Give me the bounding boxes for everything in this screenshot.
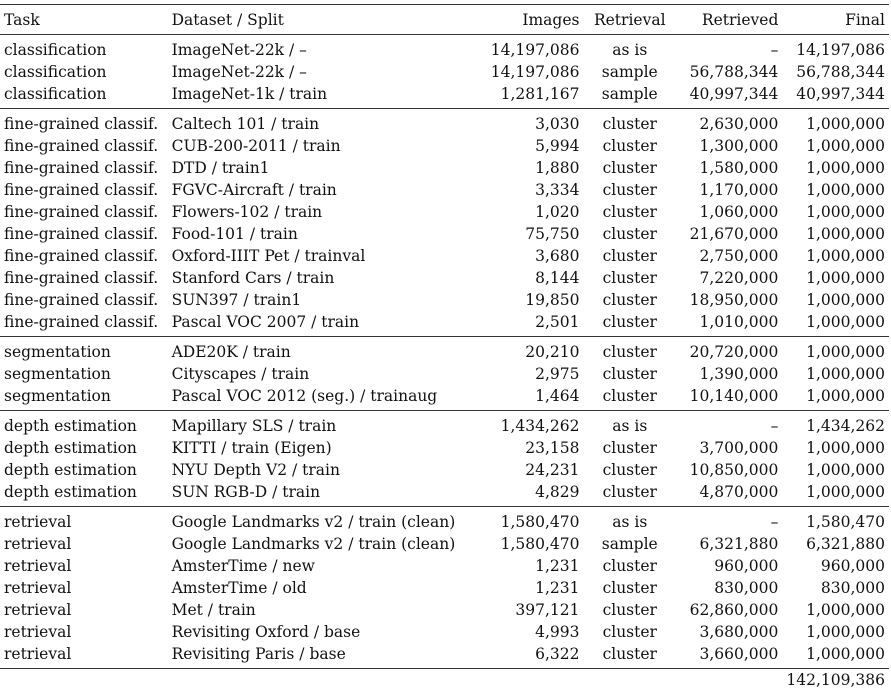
table-row <box>0 643 889 669</box>
cell-images: 1,281,167 <box>478 83 583 109</box>
cell-final: 960,000 <box>782 555 889 577</box>
cell-retrieval: as is <box>583 35 676 62</box>
table-row <box>0 337 889 364</box>
cell-images: 2,975 <box>478 363 583 385</box>
cell-retrieved: 3,680,000 <box>676 621 782 643</box>
table-row <box>0 61 889 83</box>
cell-dataset: Cityscapes / train <box>168 363 479 385</box>
cell-final: 56,788,344 <box>782 61 889 83</box>
cell-task: segmentation <box>0 337 168 364</box>
cell-dataset: Flowers-102 / train <box>168 201 479 223</box>
table-row <box>0 507 889 534</box>
cell-images: 4,993 <box>478 621 583 643</box>
cell-retrieval: cluster <box>583 245 676 267</box>
header-images: Images <box>478 5 583 35</box>
table-row <box>0 599 889 621</box>
cell-task: fine-grained classif. <box>0 109 168 136</box>
table-row <box>0 385 889 411</box>
table-header <box>0 5 889 35</box>
table-row <box>0 481 889 507</box>
cell-final: 6,321,880 <box>782 533 889 555</box>
table-group <box>0 109 889 337</box>
cell-final: 1,000,000 <box>782 599 889 621</box>
table-row <box>0 35 889 62</box>
cell-task: fine-grained classif. <box>0 267 168 289</box>
cell-dataset: Stanford Cars / train <box>168 267 479 289</box>
cell-task: fine-grained classif. <box>0 179 168 201</box>
cell-retrieved: 1,060,000 <box>676 201 782 223</box>
cell-final: 1,000,000 <box>782 643 889 669</box>
cell-images: 1,464 <box>478 385 583 411</box>
cell-images: 14,197,086 <box>478 61 583 83</box>
cell-retrieved: 2,750,000 <box>676 245 782 267</box>
cell-final: 1,000,000 <box>782 481 889 507</box>
cell-dataset: Oxford-IIIT Pet / trainval <box>168 245 479 267</box>
cell-task: segmentation <box>0 385 168 411</box>
cell-final: 1,000,000 <box>782 621 889 643</box>
cell-retrieval: cluster <box>583 157 676 179</box>
cell-images: 23,158 <box>478 437 583 459</box>
cell-dataset: ImageNet-22k / – <box>168 35 479 62</box>
cell-images: 24,231 <box>478 459 583 481</box>
cell-retrieved: 40,997,344 <box>676 83 782 109</box>
table-row <box>0 533 889 555</box>
cell-retrieved: – <box>676 411 782 438</box>
cell-images: 1,580,470 <box>478 507 583 534</box>
cell-dataset: Mapillary SLS / train <box>168 411 479 438</box>
cell-images: 4,829 <box>478 481 583 507</box>
table-row <box>0 363 889 385</box>
cell-final: 40,997,344 <box>782 83 889 109</box>
header-final: Final <box>782 5 889 35</box>
cell-retrieved: 2,630,000 <box>676 109 782 136</box>
cell-retrieved: 56,788,344 <box>676 61 782 83</box>
cell-retrieval: cluster <box>583 577 676 599</box>
cell-images: 14,197,086 <box>478 35 583 62</box>
table-row <box>0 267 889 289</box>
cell-task: fine-grained classif. <box>0 245 168 267</box>
cell-dataset: Revisiting Oxford / base <box>168 621 479 643</box>
table-row <box>0 83 889 109</box>
cell-images: 19,850 <box>478 289 583 311</box>
cell-task: depth estimation <box>0 437 168 459</box>
cell-retrieved: – <box>676 507 782 534</box>
table-row <box>0 459 889 481</box>
cell-retrieval: cluster <box>583 363 676 385</box>
cell-retrieval: cluster <box>583 223 676 245</box>
cell-final: 1,000,000 <box>782 437 889 459</box>
cell-retrieved: 62,860,000 <box>676 599 782 621</box>
cell-retrieved: 6,321,880 <box>676 533 782 555</box>
cell-task: fine-grained classif. <box>0 311 168 337</box>
cell-task: classification <box>0 83 168 109</box>
table-row <box>0 179 889 201</box>
table-row <box>0 411 889 438</box>
table-row <box>0 311 889 337</box>
cell-retrieved: 18,950,000 <box>676 289 782 311</box>
header-retrieval: Retrieval <box>583 5 676 35</box>
cell-dataset: SUN397 / train1 <box>168 289 479 311</box>
cell-dataset: Met / train <box>168 599 479 621</box>
table-row <box>0 437 889 459</box>
cell-retrieval: cluster <box>583 179 676 201</box>
cell-final: 1,434,262 <box>782 411 889 438</box>
cell-retrieval: cluster <box>583 289 676 311</box>
cell-images: 1,580,470 <box>478 533 583 555</box>
dataset-table <box>0 4 889 691</box>
cell-retrieved: 7,220,000 <box>676 267 782 289</box>
cell-dataset: ImageNet-1k / train <box>168 83 479 109</box>
cell-retrieval: cluster <box>583 437 676 459</box>
table-group <box>0 35 889 109</box>
cell-task: retrieval <box>0 577 168 599</box>
cell-images: 2,501 <box>478 311 583 337</box>
cell-retrieval: cluster <box>583 311 676 337</box>
cell-retrieval: sample <box>583 83 676 109</box>
cell-dataset: Pascal VOC 2007 / train <box>168 311 479 337</box>
cell-final: 1,000,000 <box>782 201 889 223</box>
cell-dataset: Food-101 / train <box>168 223 479 245</box>
cell-retrieval: sample <box>583 61 676 83</box>
table-group <box>0 507 889 669</box>
table-row <box>0 555 889 577</box>
cell-final: 1,000,000 <box>782 157 889 179</box>
cell-dataset: AmsterTime / old <box>168 577 479 599</box>
cell-dataset: DTD / train1 <box>168 157 479 179</box>
cell-retrieval: cluster <box>583 643 676 669</box>
cell-retrieved: 830,000 <box>676 577 782 599</box>
cell-task: depth estimation <box>0 459 168 481</box>
header-retrieved: Retrieved <box>676 5 782 35</box>
cell-retrieved: 1,010,000 <box>676 311 782 337</box>
cell-retrieved: – <box>676 35 782 62</box>
table-row <box>0 157 889 179</box>
cell-final: 1,000,000 <box>782 459 889 481</box>
cell-images: 1,020 <box>478 201 583 223</box>
cell-retrieved: 1,170,000 <box>676 179 782 201</box>
cell-dataset: SUN RGB-D / train <box>168 481 479 507</box>
cell-retrieval: cluster <box>583 135 676 157</box>
cell-dataset: ImageNet-22k / – <box>168 61 479 83</box>
cell-images: 3,030 <box>478 109 583 136</box>
cell-dataset: Google Landmarks v2 / train (clean) <box>168 533 479 555</box>
cell-task: depth estimation <box>0 481 168 507</box>
cell-images: 75,750 <box>478 223 583 245</box>
cell-dataset: KITTI / train (Eigen) <box>168 437 479 459</box>
cell-final: 1,000,000 <box>782 289 889 311</box>
cell-images: 6,322 <box>478 643 583 669</box>
table-row <box>0 135 889 157</box>
cell-retrieved: 21,670,000 <box>676 223 782 245</box>
cell-images: 8,144 <box>478 267 583 289</box>
cell-retrieved: 1,300,000 <box>676 135 782 157</box>
header-task: Task <box>0 5 168 35</box>
cell-final: 1,000,000 <box>782 245 889 267</box>
cell-retrieval: sample <box>583 533 676 555</box>
cell-retrieval: cluster <box>583 481 676 507</box>
table-row <box>0 109 889 136</box>
cell-final: 1,000,000 <box>782 109 889 136</box>
cell-retrieval: cluster <box>583 385 676 411</box>
cell-task: fine-grained classif. <box>0 201 168 223</box>
cell-task: retrieval <box>0 643 168 669</box>
cell-retrieval: as is <box>583 411 676 438</box>
cell-retrieved: 20,720,000 <box>676 337 782 364</box>
cell-images: 397,121 <box>478 599 583 621</box>
cell-retrieved: 960,000 <box>676 555 782 577</box>
cell-task: segmentation <box>0 363 168 385</box>
cell-task: depth estimation <box>0 411 168 438</box>
cell-final: 1,000,000 <box>782 385 889 411</box>
cell-final: 1,000,000 <box>782 337 889 364</box>
table-footer <box>0 669 889 691</box>
cell-retrieval: cluster <box>583 109 676 136</box>
cell-task: classification <box>0 61 168 83</box>
cell-images: 1,231 <box>478 577 583 599</box>
cell-retrieval: cluster <box>583 555 676 577</box>
cell-task: retrieval <box>0 555 168 577</box>
cell-images: 3,334 <box>478 179 583 201</box>
cell-final: 1,000,000 <box>782 311 889 337</box>
cell-images: 3,680 <box>478 245 583 267</box>
cell-dataset: Pascal VOC 2012 (seg.) / trainaug <box>168 385 479 411</box>
cell-images: 20,210 <box>478 337 583 364</box>
total-row <box>0 669 889 691</box>
cell-final: 14,197,086 <box>782 35 889 62</box>
cell-retrieval: cluster <box>583 621 676 643</box>
table-row <box>0 223 889 245</box>
table-row <box>0 201 889 223</box>
cell-images: 1,434,262 <box>478 411 583 438</box>
table-row <box>0 621 889 643</box>
cell-task: retrieval <box>0 507 168 534</box>
cell-retrieval: cluster <box>583 599 676 621</box>
cell-final: 1,580,470 <box>782 507 889 534</box>
cell-images: 5,994 <box>478 135 583 157</box>
cell-retrieved: 1,390,000 <box>676 363 782 385</box>
header-dataset: Dataset / Split <box>168 5 479 35</box>
cell-retrieval: cluster <box>583 337 676 364</box>
cell-dataset: FGVC-Aircraft / train <box>168 179 479 201</box>
cell-retrieved: 4,870,000 <box>676 481 782 507</box>
table-group <box>0 411 889 507</box>
cell-retrieved: 3,660,000 <box>676 643 782 669</box>
cell-final: 1,000,000 <box>782 363 889 385</box>
cell-retrieved: 10,850,000 <box>676 459 782 481</box>
cell-retrieved: 3,700,000 <box>676 437 782 459</box>
cell-retrieval: cluster <box>583 201 676 223</box>
cell-dataset: Revisiting Paris / base <box>168 643 479 669</box>
header-row <box>0 5 889 35</box>
cell-retrieved: 1,580,000 <box>676 157 782 179</box>
cell-dataset: Caltech 101 / train <box>168 109 479 136</box>
table-row <box>0 289 889 311</box>
table-group <box>0 337 889 411</box>
table-row <box>0 577 889 599</box>
cell-task: retrieval <box>0 621 168 643</box>
cell-task: classification <box>0 35 168 62</box>
table-row <box>0 245 889 267</box>
cell-final: 1,000,000 <box>782 267 889 289</box>
cell-images: 1,880 <box>478 157 583 179</box>
cell-retrieval: as is <box>583 507 676 534</box>
cell-dataset: AmsterTime / new <box>168 555 479 577</box>
cell-dataset: ADE20K / train <box>168 337 479 364</box>
cell-retrieved: 10,140,000 <box>676 385 782 411</box>
cell-task: retrieval <box>0 533 168 555</box>
cell-retrieval: cluster <box>583 459 676 481</box>
cell-dataset: Google Landmarks v2 / train (clean) <box>168 507 479 534</box>
cell-dataset: NYU Depth V2 / train <box>168 459 479 481</box>
cell-task: retrieval <box>0 599 168 621</box>
cell-dataset: CUB-200-2011 / train <box>168 135 479 157</box>
cell-final: 1,000,000 <box>782 179 889 201</box>
cell-task: fine-grained classif. <box>0 223 168 245</box>
cell-images: 1,231 <box>478 555 583 577</box>
cell-task: fine-grained classif. <box>0 157 168 179</box>
cell-task: fine-grained classif. <box>0 135 168 157</box>
cell-final: 830,000 <box>782 577 889 599</box>
cell-retrieval: cluster <box>583 267 676 289</box>
cell-final: 1,000,000 <box>782 223 889 245</box>
cell-final: 1,000,000 <box>782 135 889 157</box>
total-final: 142,109,386 <box>782 669 889 691</box>
cell-task: fine-grained classif. <box>0 289 168 311</box>
